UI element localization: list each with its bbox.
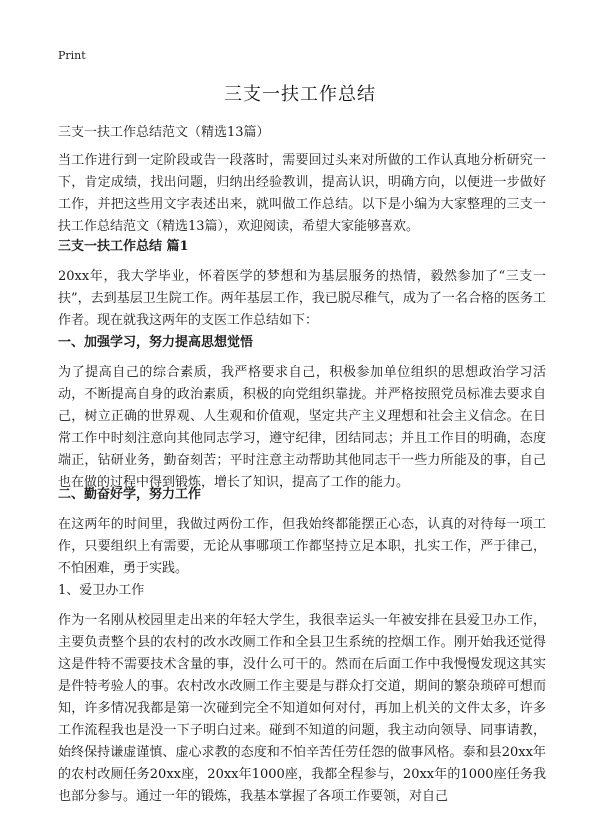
intro-paragraph: 当工作进行到一定阶段或告一段落时，需要回过头来对所做的工作认真地分析研究一下，肯定成绩，找出问题，归纳出经验教训，提高认识，明确方向，以便进一步做好工作，并把这些用文字表述出来，就叫做工作总结。以下是小编为大家整理的三支一扶工作总结范文（精选13篇），欢迎阅读，希望大家能够喜欢。: [58, 153, 546, 234]
paragraph-3: 在这两年的时间里，我做过两份工作，但我始终都能摆正心态，认真的对待每一项工作，只要组织上有需要，无论从事哪项工作都坚持立足本职，扎实工作，严于律己，不怕困难，勇于实践。: [58, 517, 546, 576]
section-heading: 三支一扶工作总结 篇1: [58, 239, 189, 254]
heading-1: 一、加强学习，努力提高思想觉悟: [58, 335, 254, 350]
document-title: 三支一扶工作总结: [224, 84, 376, 105]
print-label[interactable]: Print: [58, 49, 86, 62]
heading-3: 1、爱卫办工作: [58, 583, 145, 598]
paragraph-2: 为了提高自己的综合素质，我严格要求自己，积极参加单位组织的思想政治学习活动，不断提高自身的政治素质，积极的向党组织靠拢。并严格按照党员标准去要求自己，树立正确的世界观、人生观和价值观，坚定共产主义理想和社会主义信念。在日常工作中时刻注意向其他同志学习，遵守纪律，团结同志；并且工作目的明确，态度端正，钻研业务，勤奋刻苦；平时注意主动帮助其他同志干一些力所能及的事，自己也在做的过程中得到锻炼，增长了知识，提高了工作的能力。: [58, 365, 546, 490]
heading-2: 二、勤奋好学，努力工作: [58, 487, 202, 502]
document-subtitle: 三支一扶工作总结范文（精选13篇）: [58, 125, 270, 140]
paragraph-1: 20xx年，我大学毕业，怀着医学的梦想和为基层服务的热情，毅然参加了“三支一扶”，去到基层卫生院工作。两年基层工作，我已脱尽稚气，成为了一名合格的医务工作者。现在就我这两年的支医工作总结如下：: [58, 269, 546, 328]
paragraph-4: 作为一名刚从校园里走出来的年轻大学生，我很幸运头一年被安排在县爱卫办工作，主要负责整个县的农村的改水改厕工作和全县卫生系统的控烟工作。刚开始我还觉得这是件特不需要技术含量的事，没什么可干的。然而在后面工作中我慢慢发现这其实是件特考验人的事。农村改水改厕工作主要是与群众打交道，期间的繁杂琐碎可想而知，许多情况我都是第一次碰到完全不知道如何对付，再加上机关的文件太多，许多工作流程我也是没一下子明白过来。碰到不知道的问题，我主动向领导、同事请教，始终保持谦虚谨慎、虚心求教的态度和不怕辛苦任劳任怨的做事风格。泰和县20xx年的农村改厕任务20xx座，20xx年1000座，我都全程参与，20xx年的1000座任务我也部分参与。通过一年的锻炼，我基本掌握了各项工作要领，对自己: [58, 613, 546, 804]
